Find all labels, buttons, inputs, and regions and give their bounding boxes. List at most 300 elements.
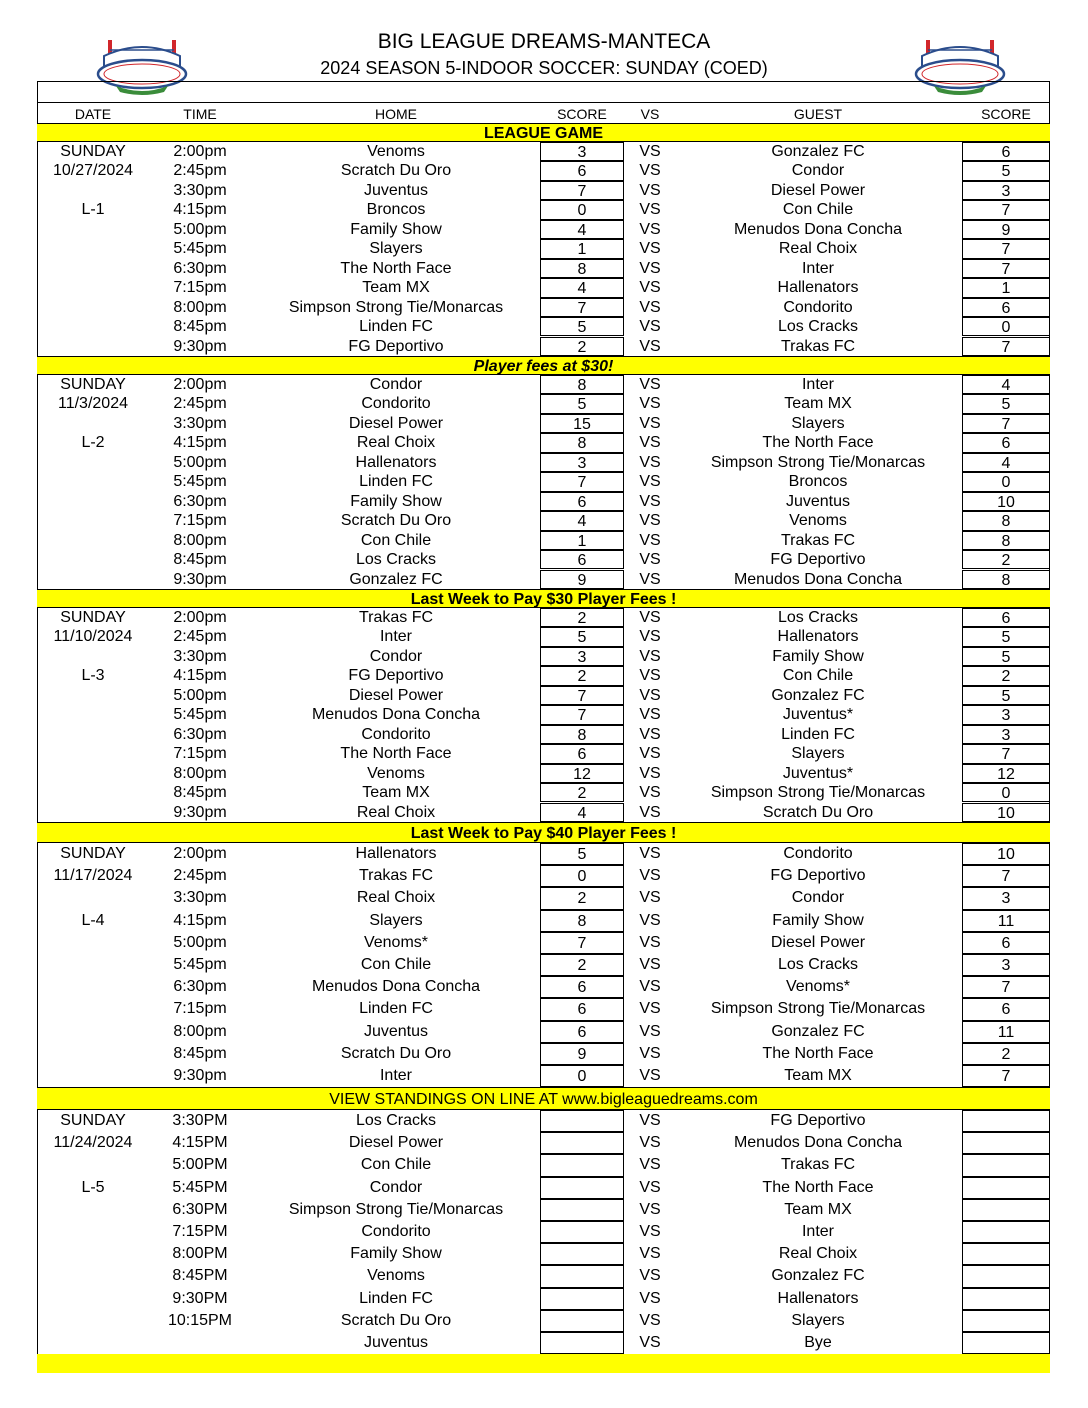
game-time: 4:15PM — [172, 1134, 228, 1152]
guest-score-box: 6 — [962, 998, 1050, 1020]
guest-score-box: 7 — [962, 1065, 1050, 1087]
game-time: 6:30pm — [173, 259, 227, 277]
home-score-box: 4 — [540, 278, 624, 297]
game-time: 8:00pm — [173, 1022, 227, 1040]
vs-label: VS — [639, 1178, 661, 1196]
game-time: 7:15pm — [173, 745, 227, 763]
vs-label: VS — [639, 240, 661, 258]
game-time: 7:15pm — [173, 279, 227, 297]
guest-team: Venoms* — [785, 978, 851, 996]
home-score-box: 2 — [540, 666, 624, 685]
home-score-box: 8 — [540, 375, 624, 394]
guest-score-box: 5 — [962, 627, 1050, 646]
home-team: Venoms* — [363, 933, 429, 951]
vs-label: VS — [639, 1044, 661, 1062]
home-score-box: 8 — [540, 725, 624, 744]
home-team: Slayers — [369, 240, 423, 258]
guest-team: Gonzalez FC — [771, 1267, 865, 1285]
game-date — [37, 414, 149, 433]
vs-label: VS — [639, 1112, 661, 1129]
guest-score-box: 7 — [962, 414, 1050, 433]
game-time: 3:30pm — [173, 889, 227, 907]
game-time: 2:00pm — [173, 845, 227, 862]
home-score-box: 5 — [540, 627, 624, 646]
guest-team: Simpson Strong Tie/Monarcas — [710, 784, 926, 802]
game-date: 11/17/2024 — [53, 867, 133, 885]
home-team: Diesel Power — [348, 414, 444, 432]
guest-team: Slayers — [791, 414, 845, 432]
home-score-box: 0 — [540, 1065, 624, 1087]
game-time: 5:45pm — [173, 240, 227, 258]
league-week-label: L-2 — [81, 434, 105, 452]
game-date — [37, 887, 149, 909]
guest-score-box: 5 — [962, 394, 1050, 413]
game-time: 7:15pm — [173, 1000, 227, 1018]
guest-score-box — [962, 1110, 1050, 1132]
guest-team: Broncos — [788, 473, 848, 491]
guest-score-box: 0 — [962, 472, 1050, 491]
home-team: Linden FC — [359, 1289, 433, 1307]
guest-team: Slayers — [791, 745, 845, 763]
game-time: 2:45pm — [173, 867, 227, 885]
game-time: 8:45pm — [173, 551, 227, 569]
guest-team: Inter — [801, 259, 834, 277]
guest-score-box: 2 — [962, 1043, 1050, 1065]
guest-score-box: 8 — [962, 570, 1050, 589]
guest-team: Gonzalez FC — [771, 143, 865, 160]
home-score-box: 4 — [540, 220, 624, 239]
guest-team: The North Face — [762, 1178, 874, 1196]
vs-label: VS — [639, 1067, 661, 1084]
guest-team: Slayers — [791, 1311, 845, 1329]
guest-score-box — [962, 1199, 1050, 1221]
guest-team: Diesel Power — [770, 933, 866, 951]
vs-label: VS — [639, 453, 661, 471]
page-title: BIG LEAGUE DREAMS-MANTECA — [377, 30, 711, 53]
guest-team: FG Deportivo — [770, 1112, 866, 1129]
guest-team: Hallenators — [777, 628, 859, 646]
guest-score-box — [962, 1288, 1050, 1310]
league-week-label: L-1 — [81, 201, 105, 219]
home-score-box: 5 — [540, 317, 624, 336]
game-time: 5:00pm — [173, 686, 227, 704]
home-team: Simpson Strong Tie/Monarcas — [288, 298, 504, 316]
vs-label: VS — [639, 978, 661, 996]
home-score-box — [540, 1199, 624, 1221]
guest-score-box: 6 — [962, 932, 1050, 954]
home-team: Gonzalez FC — [349, 570, 443, 588]
guest-score-box — [962, 1310, 1050, 1332]
vs-label: VS — [639, 1022, 661, 1040]
guest-score-box: 3 — [962, 705, 1050, 724]
guest-team: Venoms — [789, 512, 847, 530]
game-time: 8:00pm — [173, 764, 227, 782]
home-score-box: 2 — [540, 887, 624, 909]
home-team: Los Cracks — [355, 1112, 437, 1129]
game-day: SUNDAY — [60, 845, 126, 862]
home-team: Trakas FC — [358, 867, 434, 885]
home-team: Broncos — [366, 201, 426, 219]
guest-team: Trakas FC — [780, 531, 856, 549]
home-score-box: 6 — [540, 492, 624, 511]
vs-label: VS — [639, 492, 661, 510]
game-time: 5:00pm — [173, 933, 227, 951]
guest-team: Team MX — [784, 395, 852, 413]
game-time: 6:30pm — [173, 725, 227, 743]
home-score-box: 3 — [540, 647, 624, 666]
home-team: Slayers — [369, 911, 423, 929]
home-score-box: 6 — [540, 550, 624, 569]
guest-team: Con Chile — [782, 667, 854, 685]
column-header-guest: GUEST — [793, 106, 843, 122]
game-time: 2:00pm — [173, 143, 227, 160]
home-team: Condorito — [361, 395, 431, 413]
home-team: Menudos Dona Concha — [311, 706, 481, 724]
home-score-box: 7 — [540, 472, 624, 491]
home-score-box: 6 — [540, 998, 624, 1020]
home-score-box: 8 — [540, 259, 624, 278]
vs-label: VS — [639, 609, 661, 626]
game-time: 9:30pm — [173, 803, 227, 821]
game-time: 3:30pm — [173, 414, 227, 432]
home-team: Inter — [379, 1067, 412, 1084]
vs-label: VS — [639, 181, 661, 199]
game-time: 5:00pm — [173, 453, 227, 471]
column-header-date: DATE — [74, 106, 112, 122]
game-time: 3:30pm — [173, 181, 227, 199]
vs-label: VS — [639, 434, 661, 452]
game-time — [150, 1332, 250, 1354]
vs-label: VS — [639, 686, 661, 704]
vs-label: VS — [639, 784, 661, 802]
vs-label: VS — [639, 764, 661, 782]
guest-team: Los Cracks — [777, 318, 859, 336]
guest-team: Family Show — [772, 647, 864, 665]
home-team: Los Cracks — [355, 551, 437, 569]
home-team: Hallenators — [355, 453, 437, 471]
guest-score-box: 7 — [962, 259, 1050, 278]
league-week-label: L-3 — [81, 667, 105, 685]
guest-team: Menudos Dona Concha — [733, 220, 903, 238]
vs-label: VS — [639, 667, 661, 685]
home-score-box: 9 — [540, 570, 624, 589]
game-time: 2:45pm — [173, 628, 227, 646]
home-team: Con Chile — [360, 1156, 432, 1174]
home-team: Linden FC — [359, 1000, 433, 1018]
vs-label: VS — [639, 803, 661, 821]
vs-label: VS — [639, 376, 661, 393]
game-time: 10:15PM — [167, 1311, 233, 1329]
game-time: 4:15pm — [173, 667, 227, 685]
game-time: 9:30pm — [173, 570, 227, 588]
page-subtitle: 2024 SEASON 5-INDOOR SOCCER: SUNDAY (COED) — [320, 58, 768, 78]
vs-label: VS — [639, 414, 661, 432]
game-day: SUNDAY — [60, 609, 126, 626]
home-team: Con Chile — [360, 956, 432, 973]
blank-header-bar — [37, 81, 1050, 103]
guest-team: Real Choix — [778, 1245, 858, 1263]
week-banner: Last Week to Pay $30 Player Fees ! — [37, 589, 1050, 608]
guest-team: Trakas FC — [780, 337, 856, 355]
guest-team: Bye — [804, 1334, 832, 1351]
guest-score-box: 3 — [962, 887, 1050, 909]
guest-score-box: 7 — [962, 976, 1050, 998]
guest-score-box: 3 — [962, 954, 1050, 976]
home-team: Trakas FC — [358, 609, 434, 626]
game-time: 6:30PM — [172, 1200, 228, 1218]
vs-label: VS — [639, 1200, 661, 1218]
home-team: Venoms — [367, 1267, 425, 1285]
column-header-guest-score: SCORE — [981, 106, 1031, 122]
home-score-box — [540, 1221, 624, 1243]
vs-label: VS — [639, 1000, 661, 1018]
guest-score-box: 4 — [962, 453, 1050, 472]
guest-team: FG Deportivo — [770, 551, 866, 569]
home-team: Real Choix — [356, 889, 436, 907]
home-score-box: 4 — [540, 511, 624, 530]
guest-team: Hallenators — [777, 279, 859, 297]
home-score-box: 8 — [540, 433, 624, 452]
guest-score-box: 7 — [962, 337, 1050, 356]
home-team: Linden FC — [359, 473, 433, 491]
home-score-box: 7 — [540, 181, 624, 200]
guest-score-box: 3 — [962, 725, 1050, 744]
home-team: Condor — [369, 376, 423, 393]
vs-label: VS — [639, 162, 661, 180]
home-score-box: 6 — [540, 1021, 624, 1043]
guest-score-box: 2 — [962, 666, 1050, 685]
home-team: Family Show — [350, 492, 442, 510]
vs-label: VS — [639, 298, 661, 316]
guest-score-box: 7 — [962, 744, 1050, 763]
game-day: SUNDAY — [60, 1112, 126, 1129]
guest-score-box — [962, 1177, 1050, 1199]
week-banner: Last Week to Pay $40 Player Fees ! — [37, 822, 1050, 843]
home-team: Con Chile — [360, 531, 432, 549]
game-date — [37, 647, 149, 666]
vs-label: VS — [639, 1334, 661, 1351]
vs-label: VS — [639, 259, 661, 277]
guest-team: Condor — [791, 889, 845, 907]
game-time: 5:00PM — [172, 1156, 228, 1174]
home-score-box: 7 — [540, 932, 624, 954]
home-score-box: 2 — [540, 783, 624, 802]
guest-team: Juventus* — [782, 764, 854, 782]
guest-team: Diesel Power — [770, 181, 866, 199]
home-score-box: 2 — [540, 954, 624, 976]
guest-score-box: 10 — [962, 492, 1050, 511]
vs-label: VS — [639, 933, 661, 951]
column-header-time: TIME — [183, 106, 217, 122]
home-score-box: 5 — [540, 843, 624, 865]
guest-team: Condor — [791, 162, 845, 180]
home-team: Family Show — [350, 1245, 442, 1263]
vs-label: VS — [639, 1156, 661, 1174]
guest-score-box: 10 — [962, 803, 1050, 822]
game-day: SUNDAY — [60, 143, 126, 160]
game-time: 7:15pm — [173, 512, 227, 530]
home-team: The North Face — [340, 259, 452, 277]
vs-label: VS — [639, 845, 661, 862]
guest-team: The North Face — [762, 434, 874, 452]
home-team: The North Face — [340, 745, 452, 763]
week-banner: Player fees at $30! — [37, 356, 1050, 375]
vs-label: VS — [639, 745, 661, 763]
vs-label: VS — [639, 570, 661, 588]
guest-team: Inter — [801, 1223, 834, 1240]
game-time: 3:30PM — [172, 1112, 228, 1129]
guest-team: Simpson Strong Tie/Monarcas — [710, 1000, 926, 1018]
home-team: Juventus — [363, 1334, 429, 1351]
guest-team: Condorito — [783, 845, 853, 862]
game-date — [37, 181, 149, 200]
home-score-box: 4 — [540, 803, 624, 822]
game-time: 8:00pm — [173, 298, 227, 316]
game-date: 11/24/2024 — [53, 1134, 133, 1152]
home-score-box: 7 — [540, 298, 624, 317]
game-date: 11/10/2024 — [53, 628, 133, 646]
home-team: Condor — [369, 1178, 423, 1196]
home-team: Scratch Du Oro — [340, 512, 452, 530]
week-banner: LEAGUE GAME — [37, 123, 1050, 142]
vs-label: VS — [639, 725, 661, 743]
home-score-box: 3 — [540, 142, 624, 161]
game-time: 5:00pm — [173, 220, 227, 238]
column-header-vs: VS — [640, 106, 660, 122]
guest-score-box — [962, 1332, 1050, 1354]
column-header-home: HOME — [375, 106, 417, 122]
guest-score-box: 6 — [962, 298, 1050, 317]
home-team: Menudos Dona Concha — [311, 978, 481, 996]
game-date: 11/3/2024 — [58, 395, 128, 413]
guest-score-box: 3 — [962, 181, 1050, 200]
home-score-box: 6 — [540, 976, 624, 998]
home-score-box: 8 — [540, 910, 624, 932]
home-score-box: 7 — [540, 686, 624, 705]
guest-score-box: 1 — [962, 278, 1050, 297]
guest-score-box: 11 — [962, 1021, 1050, 1043]
game-day: SUNDAY — [60, 376, 126, 393]
home-score-box — [540, 1132, 624, 1154]
vs-label: VS — [639, 1245, 661, 1263]
home-team: FG Deportivo — [348, 337, 444, 355]
home-score-box: 12 — [540, 764, 624, 783]
home-team: Scratch Du Oro — [340, 162, 452, 180]
guest-score-box: 7 — [962, 239, 1050, 258]
game-date: 10/27/2024 — [52, 162, 134, 180]
column-header-home-score: SCORE — [557, 106, 607, 122]
vs-label: VS — [639, 473, 661, 491]
home-team: Condor — [369, 647, 423, 665]
home-score-box: 5 — [540, 394, 624, 413]
home-team: Juventus — [363, 1022, 429, 1040]
guest-score-box — [962, 1265, 1050, 1287]
guest-team: Trakas FC — [780, 1156, 856, 1174]
guest-team: Hallenators — [777, 1289, 859, 1307]
home-score-box: 6 — [540, 161, 624, 180]
guest-score-box: 6 — [962, 608, 1050, 627]
vs-label: VS — [639, 706, 661, 724]
home-score-box: 9 — [540, 1043, 624, 1065]
vs-label: VS — [639, 395, 661, 413]
home-score-box: 1 — [540, 239, 624, 258]
game-time: 5:45pm — [173, 956, 227, 973]
vs-label: VS — [639, 1267, 661, 1285]
vs-label: VS — [639, 1134, 661, 1152]
home-score-box — [540, 1177, 624, 1199]
home-score-box — [540, 1332, 624, 1354]
guest-score-box: 7 — [962, 865, 1050, 887]
home-team: Simpson Strong Tie/Monarcas — [288, 1200, 504, 1218]
home-score-box: 7 — [540, 705, 624, 724]
home-team: Real Choix — [356, 803, 436, 821]
guest-team: Real Choix — [778, 240, 858, 258]
guest-team: Simpson Strong Tie/Monarcas — [710, 453, 926, 471]
guest-team: FG Deportivo — [770, 867, 866, 885]
vs-label: VS — [639, 531, 661, 549]
home-score-box: 2 — [540, 337, 624, 356]
game-time: 7:15PM — [172, 1223, 228, 1240]
home-score-box: 0 — [540, 865, 624, 887]
guest-score-box: 4 — [962, 375, 1050, 394]
home-score-box — [540, 1154, 624, 1176]
home-team: Team MX — [362, 279, 430, 297]
vs-label: VS — [639, 1289, 661, 1307]
home-score-box — [540, 1265, 624, 1287]
home-team: Hallenators — [355, 845, 437, 862]
home-score-box: 3 — [540, 453, 624, 472]
guest-score-box — [962, 1243, 1050, 1265]
game-time: 2:45pm — [173, 395, 227, 413]
home-team: Condorito — [361, 1223, 431, 1240]
vs-label: VS — [639, 318, 661, 336]
home-team: Venoms — [367, 764, 425, 782]
guest-score-box: 5 — [962, 686, 1050, 705]
guest-team: Juventus — [785, 492, 851, 510]
vs-label: VS — [639, 1223, 661, 1240]
week-banner: VIEW STANDINGS ON LINE AT www.bigleaguedreams.com — [37, 1087, 1050, 1110]
guest-score-box: 0 — [962, 317, 1050, 336]
vs-label: VS — [639, 911, 661, 929]
guest-score-box — [962, 1132, 1050, 1154]
game-time: 6:30pm — [173, 492, 227, 510]
home-score-box: 6 — [540, 744, 624, 763]
guest-team: The North Face — [762, 1044, 874, 1062]
game-time: 6:30pm — [173, 978, 227, 996]
vs-label: VS — [639, 1311, 661, 1329]
guest-score-box — [962, 1221, 1050, 1243]
vs-label: VS — [639, 628, 661, 646]
home-team: Diesel Power — [348, 1134, 444, 1152]
vs-label: VS — [639, 201, 661, 219]
guest-team: Inter — [801, 376, 834, 393]
vs-label: VS — [639, 551, 661, 569]
game-time: 4:15pm — [173, 434, 227, 452]
league-week-label: L-5 — [81, 1178, 105, 1196]
guest-score-box: 8 — [962, 531, 1050, 550]
game-date — [37, 1154, 149, 1176]
guest-score-box: 5 — [962, 161, 1050, 180]
game-time: 8:45pm — [173, 318, 227, 336]
guest-team: Gonzalez FC — [771, 1022, 865, 1040]
guest-team: Menudos Dona Concha — [733, 570, 903, 588]
guest-team: Con Chile — [782, 201, 854, 219]
game-time: 8:00PM — [172, 1245, 228, 1263]
guest-team: Juventus* — [782, 706, 854, 724]
guest-team: Menudos Dona Concha — [733, 1134, 903, 1152]
home-team: Real Choix — [356, 434, 436, 452]
game-time: 2:00pm — [173, 609, 227, 626]
